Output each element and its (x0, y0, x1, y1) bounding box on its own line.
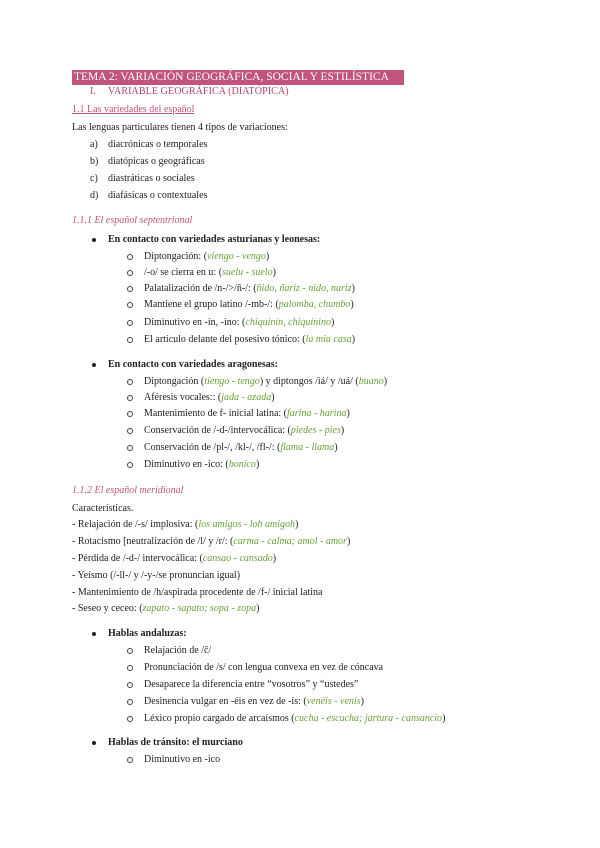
item-text-end: ) (346, 536, 351, 547)
list-item (72, 570, 240, 581)
example-text: flama - llama (280, 442, 335, 453)
list-item (90, 156, 205, 167)
list-item (90, 139, 208, 150)
list-item (144, 376, 387, 387)
list-item (90, 173, 195, 184)
list-item (72, 603, 260, 614)
bullet-text: En contacto con variedades asturianas y leonesas: (108, 234, 321, 245)
list-item (90, 190, 208, 201)
example-text: cansao - cansado (202, 553, 273, 564)
example-text: ñido, ñariz - nido, nariz (256, 283, 352, 294)
item-text: Diminutivo en -ico: ( (144, 459, 229, 470)
item-text: - Yeísmo (/-ll-/ y /-y-/se pronuncian igual) (72, 570, 241, 581)
item-text: Aféresis vocales:: ( (144, 392, 222, 403)
list-item (144, 754, 220, 765)
circle-bullet-icon (127, 665, 133, 671)
example-text: tiengo - tengo (204, 376, 260, 387)
example-text: carma - calma; amol - amor (233, 536, 347, 547)
circle-bullet-icon (127, 411, 133, 417)
list-marker: c) (90, 173, 98, 184)
item-text: - Seseo y ceceo: ( (72, 603, 143, 614)
list-item (144, 459, 259, 470)
example-text: buano (358, 376, 384, 387)
item-text: Mantiene el grupo latino /-mb-/: ( (144, 299, 279, 310)
example-text: cucha - escucha; jartura - cansancio (294, 713, 443, 724)
list-item (144, 662, 383, 673)
circle-bullet-icon (127, 302, 133, 308)
circle-bullet-icon (127, 379, 133, 385)
list-item (144, 283, 355, 294)
item-text: /-o/ se cierra en u: ( (144, 267, 223, 278)
circle-bullet-icon (127, 462, 133, 468)
item-text: - Pérdida de /-d-/ intervocálica: ( (72, 553, 203, 564)
example-text: los amigos - loh amigoh (198, 519, 296, 530)
item-text-end: ) (340, 425, 345, 436)
item-text: Palatalización de /n-/>/ñ-/: ( (144, 283, 257, 294)
circle-bullet-icon (127, 648, 133, 654)
example-text: farina - harina (287, 408, 347, 419)
list-item (144, 408, 350, 419)
list-text: diafásicas o contextuales (108, 190, 208, 201)
list-item (144, 645, 211, 656)
list-item (144, 713, 445, 724)
list-item (144, 696, 364, 707)
example-text: zapato - sapato; sopa - zopa (142, 603, 257, 614)
item-text: Desinencia vulgar en -éis en vez de -ís: ( (144, 696, 307, 707)
subsection-heading: 1.1 Las variedades del español (72, 104, 195, 115)
bullet-dot (92, 363, 96, 367)
circle-bullet-icon (127, 757, 133, 763)
bullet-dot (92, 238, 96, 242)
circle-bullet-icon (127, 699, 133, 705)
circle-bullet-icon (127, 428, 133, 434)
item-text-end: ) (295, 519, 299, 530)
item-text-end: ) (351, 334, 356, 345)
item-text-mid: ) y diptongos /iá/ y /uá/ ( (259, 376, 359, 387)
item-text-end: ) (271, 392, 275, 403)
bullet-text: En contacto con variedades aragonesas: (108, 359, 278, 370)
bullet-dot (92, 741, 96, 745)
item-text: Diminutivo en -ín, -ino: ( (144, 317, 246, 328)
circle-bullet-icon (127, 337, 133, 343)
item-text-end: ) (346, 408, 350, 419)
item-text: El artículo delante del posesivo tónico: ( (144, 334, 306, 345)
list-item (72, 519, 298, 530)
section-label: VARIABLE GEOGRÁFICA (DIATÓPICA) (108, 86, 289, 97)
item-text: Diminutivo en -ico (144, 754, 221, 765)
circle-bullet-icon (127, 286, 133, 292)
item-text-end: ) (330, 317, 335, 328)
example-text: palomba, chumbo (278, 299, 351, 310)
list-item (72, 536, 350, 547)
list-text: diatópicas o geográficas (108, 156, 205, 167)
item-text: Léxico propio cargado de arcaísmos ( (144, 713, 295, 724)
item-text: - Rotacismo [neutralización de /l/ y /r/: ( (72, 536, 234, 547)
item-text: - Mantenimiento de /h/aspirada procedente de /f-/ inicial latina (72, 587, 323, 598)
item-text-end: ) (442, 713, 446, 724)
section-number: I. (90, 86, 97, 97)
example-text: chiquinín, chiquinino (245, 317, 331, 328)
bullet-dot (92, 632, 96, 636)
circle-bullet-icon (127, 320, 133, 326)
circle-bullet-icon (127, 682, 133, 688)
list-marker: b) (90, 156, 99, 167)
subsubsection-heading: 1.1.2 El español meridional (72, 485, 184, 496)
item-text: Mantenimiento de f- inicial latina: ( (144, 408, 288, 419)
example-text: viengo - vengo (207, 251, 266, 262)
item-text-end: ) (350, 299, 354, 310)
list-item (144, 442, 338, 453)
item-text: Desaparece la diferencia entre “vosotros” y “ustedes” (144, 679, 359, 690)
example-text: piedes - pies (290, 425, 341, 436)
item-text-end: ) (272, 267, 276, 278)
list-text: diastráticas o sociales (108, 173, 195, 184)
bullet-text: Hablas andaluzas: (108, 628, 187, 639)
example-text: suelu - suelo (222, 267, 273, 278)
circle-bullet-icon (127, 716, 133, 722)
circle-bullet-icon (127, 395, 133, 401)
list-text: diacrónicas o temporales (108, 139, 208, 150)
circle-bullet-icon (127, 270, 133, 276)
list-item (144, 251, 269, 262)
list-item (144, 392, 275, 403)
item-text-end: ) (351, 283, 355, 294)
list-marker: d) (90, 190, 99, 201)
circle-bullet-icon (127, 445, 133, 451)
item-text-end: ) (360, 696, 364, 707)
item-text-end: ) (334, 442, 338, 453)
item-text: - Relajación de /-s/ implosiva: ( (72, 519, 199, 530)
bullet-heading (108, 234, 320, 245)
document-title: TEMA 2: VARIACIÓN GEOGRÁFICA, SOCIAL Y ESTILÍSTICA (72, 70, 404, 85)
bullet-text: Hablas de tránsito: el murciano (108, 737, 243, 748)
list-item (144, 317, 334, 328)
item-text-end: ) (255, 459, 260, 470)
circle-bullet-icon (127, 254, 133, 260)
intro-paragraph: Las lenguas particulares tienen 4 tipos de variaciones: (72, 122, 288, 133)
item-text-end: ) (256, 603, 260, 614)
item-text: Diptongación: ( (144, 251, 208, 262)
item-text: Relajación de /ĉ/ (144, 645, 212, 656)
list-item (72, 553, 276, 564)
example-text: la mia casa (305, 334, 352, 345)
section-heading (90, 86, 289, 97)
example-text: venéis - venís (306, 696, 361, 707)
list-item (144, 425, 344, 436)
example-text: jada - azada (221, 392, 272, 403)
bullet-heading (108, 737, 243, 748)
item-text: Diptongación ( (144, 376, 205, 387)
list-marker: a) (90, 139, 98, 150)
list-item (72, 587, 322, 598)
list-item (144, 299, 354, 310)
item-text: Conservación de /pl-/, /kl-/, /fl-/: ( (144, 442, 281, 453)
item-text-end: ) (383, 376, 388, 387)
subsubsection-heading: 1.1.1 El español septentrional (72, 215, 193, 226)
bullet-heading (108, 359, 278, 370)
list-item (144, 334, 355, 345)
list-item (144, 267, 276, 278)
item-text: Conservación de /-d-/intervocálica: ( (144, 425, 291, 436)
example-text: bonico (228, 459, 256, 470)
list-item (144, 679, 358, 690)
item-text-end: ) (272, 553, 277, 564)
bullet-heading (108, 628, 187, 639)
item-text: Pronunciación de /s/ con lengua convexa en vez de cóncava (144, 662, 384, 673)
item-text-end: ) (265, 251, 270, 262)
paragraph: Características. (72, 503, 134, 514)
